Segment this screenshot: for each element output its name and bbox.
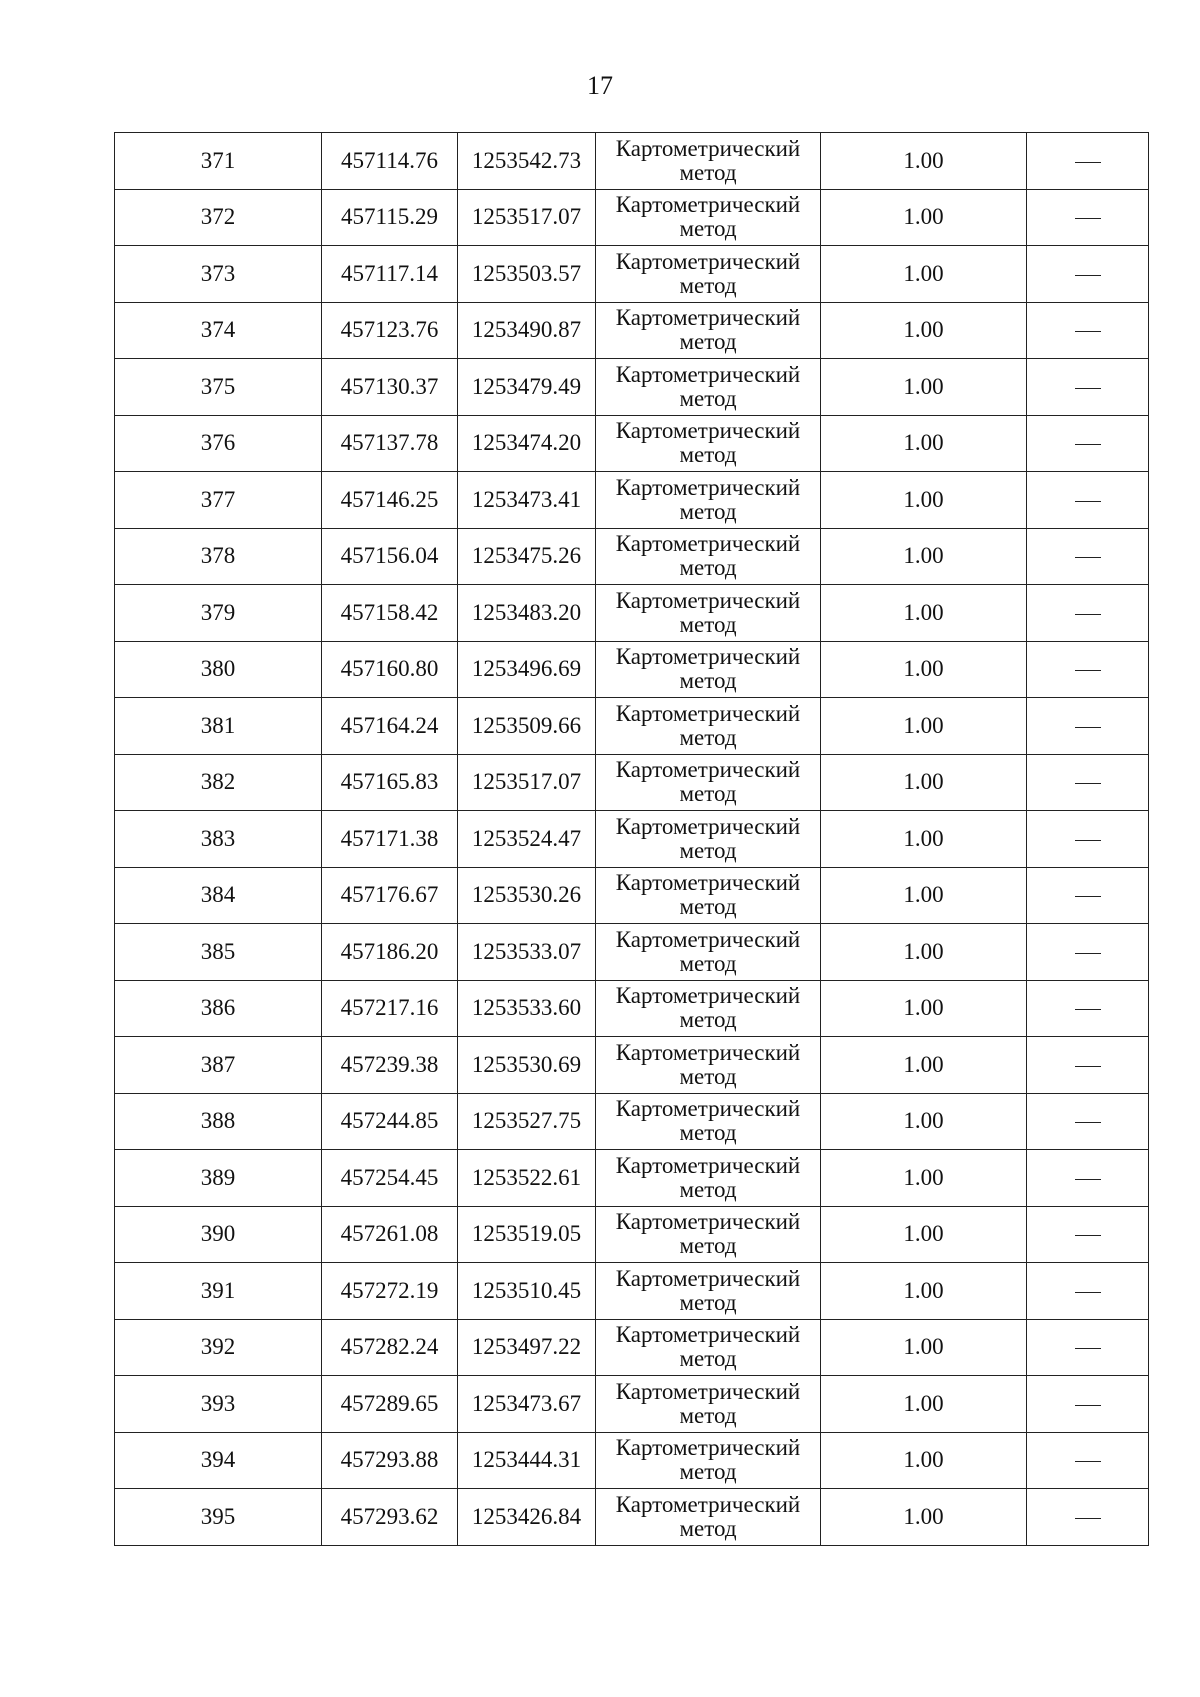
method-cell (596, 1319, 821, 1376)
point-number-cell: 376 (115, 415, 322, 472)
point-number-cell: 384 (115, 867, 322, 924)
coordinates-table (114, 132, 1149, 1546)
error-value-cell: 1.00 (821, 1150, 1027, 1207)
point-number-cell: 392 (115, 1319, 322, 1376)
point-number-cell: 383 (115, 811, 322, 868)
method-cell (596, 1432, 821, 1489)
table-row (115, 754, 1149, 811)
method-cell (596, 415, 821, 472)
dash-mark (1075, 783, 1101, 784)
y-coordinate-cell: 1253490.87 (458, 302, 596, 359)
method-cell (596, 528, 821, 585)
y-coordinate-cell: 1253510.45 (458, 1263, 596, 1320)
method-cell (596, 1489, 821, 1546)
method-text-line1: Картометрический (615, 135, 801, 161)
error-value-cell: 1.00 (821, 1093, 1027, 1150)
note-cell (1027, 1093, 1149, 1150)
method-text-line2: метод (679, 329, 737, 355)
dash-mark (1075, 614, 1101, 615)
x-coordinate-cell: 457254.45 (322, 1150, 458, 1207)
method-text-line1: Картометрический (615, 1491, 801, 1517)
dash-mark (1075, 727, 1101, 728)
x-coordinate-cell: 457117.14 (322, 246, 458, 303)
method-text-line2: метод (679, 272, 737, 298)
method-text-line2: метод (679, 1176, 737, 1202)
point-number-cell: 386 (115, 980, 322, 1037)
x-coordinate-cell: 457289.65 (322, 1376, 458, 1433)
method-text-line1: Картометрический (615, 1096, 801, 1122)
point-number-cell: 382 (115, 754, 322, 811)
method-cell (596, 1037, 821, 1094)
method-text-line2: метод (679, 781, 737, 807)
note-cell (1027, 924, 1149, 981)
dash-mark (1075, 1292, 1101, 1293)
point-number-cell: 385 (115, 924, 322, 981)
x-coordinate-cell: 457293.62 (322, 1489, 458, 1546)
note-cell (1027, 1319, 1149, 1376)
method-cell (596, 924, 821, 981)
note-cell (1027, 1432, 1149, 1489)
y-coordinate-cell: 1253475.26 (458, 528, 596, 585)
point-number-cell: 388 (115, 1093, 322, 1150)
table-row (115, 980, 1149, 1037)
method-text-line1: Картометрический (615, 757, 801, 783)
method-cell (596, 754, 821, 811)
y-coordinate-cell: 1253473.41 (458, 472, 596, 529)
note-cell (1027, 1206, 1149, 1263)
y-coordinate-cell: 1253524.47 (458, 811, 596, 868)
y-coordinate-cell: 1253533.60 (458, 980, 596, 1037)
y-coordinate-cell: 1253517.07 (458, 754, 596, 811)
note-cell (1027, 415, 1149, 472)
table-row (115, 641, 1149, 698)
method-cell (596, 1206, 821, 1263)
dash-mark (1075, 1122, 1101, 1123)
dash-mark (1075, 953, 1101, 954)
method-cell (596, 133, 821, 190)
error-value-cell: 1.00 (821, 585, 1027, 642)
x-coordinate-cell: 457114.76 (322, 133, 458, 190)
x-coordinate-cell: 457217.16 (322, 980, 458, 1037)
y-coordinate-cell: 1253496.69 (458, 641, 596, 698)
table-row (115, 1093, 1149, 1150)
x-coordinate-cell: 457171.38 (322, 811, 458, 868)
method-text-line2: метод (679, 1120, 737, 1146)
table-row (115, 1150, 1149, 1207)
method-text-line1: Картометрический (615, 1435, 801, 1461)
note-cell (1027, 1150, 1149, 1207)
y-coordinate-cell: 1253479.49 (458, 359, 596, 416)
method-text-line1: Картометрический (615, 474, 801, 500)
note-cell (1027, 359, 1149, 416)
method-cell (596, 811, 821, 868)
table-row (115, 811, 1149, 868)
y-coordinate-cell: 1253426.84 (458, 1489, 596, 1546)
method-text-line2: метод (679, 894, 737, 920)
point-number-cell: 387 (115, 1037, 322, 1094)
note-cell (1027, 302, 1149, 359)
method-text-line1: Картометрический (615, 1322, 801, 1348)
x-coordinate-cell: 457165.83 (322, 754, 458, 811)
x-coordinate-cell: 457239.38 (322, 1037, 458, 1094)
note-cell (1027, 528, 1149, 585)
dash-mark (1075, 218, 1101, 219)
x-coordinate-cell: 457244.85 (322, 1093, 458, 1150)
y-coordinate-cell: 1253509.66 (458, 698, 596, 755)
method-cell (596, 359, 821, 416)
method-cell (596, 585, 821, 642)
dash-mark (1075, 896, 1101, 897)
method-text-line2: метод (679, 555, 737, 581)
x-coordinate-cell: 457123.76 (322, 302, 458, 359)
method-cell (596, 980, 821, 1037)
note-cell (1027, 698, 1149, 755)
dash-mark (1075, 1179, 1101, 1180)
error-value-cell: 1.00 (821, 1319, 1027, 1376)
point-number-cell: 391 (115, 1263, 322, 1320)
x-coordinate-cell: 457146.25 (322, 472, 458, 529)
table-row (115, 359, 1149, 416)
point-number-cell: 389 (115, 1150, 322, 1207)
x-coordinate-cell: 457176.67 (322, 867, 458, 924)
table-row (115, 415, 1149, 472)
error-value-cell: 1.00 (821, 472, 1027, 529)
method-text-line1: Картометрический (615, 587, 801, 613)
method-text-line1: Картометрический (615, 644, 801, 670)
point-number-cell: 371 (115, 133, 322, 190)
dash-mark (1075, 670, 1101, 671)
method-text-line2: метод (679, 1515, 737, 1541)
table-row (115, 528, 1149, 585)
x-coordinate-cell: 457293.88 (322, 1432, 458, 1489)
point-number-cell: 372 (115, 189, 322, 246)
x-coordinate-cell: 457164.24 (322, 698, 458, 755)
y-coordinate-cell: 1253530.26 (458, 867, 596, 924)
method-text-line1: Картометрический (615, 361, 801, 387)
method-text-line2: метод (679, 442, 737, 468)
y-coordinate-cell: 1253517.07 (458, 189, 596, 246)
y-coordinate-cell: 1253533.07 (458, 924, 596, 981)
x-coordinate-cell: 457272.19 (322, 1263, 458, 1320)
note-cell (1027, 1376, 1149, 1433)
method-text-line1: Картометрический (615, 926, 801, 952)
note-cell (1027, 980, 1149, 1037)
table-row (115, 1206, 1149, 1263)
note-cell (1027, 1489, 1149, 1546)
method-text-line1: Картометрический (615, 1209, 801, 1235)
method-text-line2: метод (679, 611, 737, 637)
table-row (115, 698, 1149, 755)
note-cell (1027, 1263, 1149, 1320)
error-value-cell: 1.00 (821, 1489, 1027, 1546)
table-row (115, 585, 1149, 642)
dash-mark (1075, 1461, 1101, 1462)
error-value-cell: 1.00 (821, 302, 1027, 359)
point-number-cell: 379 (115, 585, 322, 642)
method-text-line2: метод (679, 950, 737, 976)
method-text-line2: метод (679, 1289, 737, 1315)
dash-mark (1075, 1066, 1101, 1067)
method-cell (596, 1263, 821, 1320)
error-value-cell: 1.00 (821, 867, 1027, 924)
y-coordinate-cell: 1253530.69 (458, 1037, 596, 1094)
dash-mark (1075, 1348, 1101, 1349)
method-text-line1: Картометрический (615, 983, 801, 1009)
dash-mark (1075, 1235, 1101, 1236)
table-row (115, 189, 1149, 246)
error-value-cell: 1.00 (821, 1037, 1027, 1094)
note-cell (1027, 754, 1149, 811)
dash-mark (1075, 501, 1101, 502)
error-value-cell: 1.00 (821, 1206, 1027, 1263)
note-cell (1027, 867, 1149, 924)
method-cell (596, 867, 821, 924)
method-text-line2: метод (679, 1007, 737, 1033)
dash-mark (1075, 388, 1101, 389)
y-coordinate-cell: 1253473.67 (458, 1376, 596, 1433)
x-coordinate-cell: 457160.80 (322, 641, 458, 698)
method-cell (596, 1093, 821, 1150)
method-text-line1: Картометрический (615, 700, 801, 726)
point-number-cell: 381 (115, 698, 322, 755)
point-number-cell: 395 (115, 1489, 322, 1546)
point-number-cell: 374 (115, 302, 322, 359)
note-cell (1027, 246, 1149, 303)
dash-mark (1075, 331, 1101, 332)
y-coordinate-cell: 1253503.57 (458, 246, 596, 303)
point-number-cell: 375 (115, 359, 322, 416)
x-coordinate-cell: 457282.24 (322, 1319, 458, 1376)
table-row (115, 867, 1149, 924)
method-cell (596, 472, 821, 529)
error-value-cell: 1.00 (821, 698, 1027, 755)
dash-mark (1075, 1518, 1101, 1519)
table-row (115, 302, 1149, 359)
method-text-line2: метод (679, 498, 737, 524)
dash-mark (1075, 275, 1101, 276)
y-coordinate-cell: 1253542.73 (458, 133, 596, 190)
table-row (115, 1037, 1149, 1094)
x-coordinate-cell: 457156.04 (322, 528, 458, 585)
point-number-cell: 394 (115, 1432, 322, 1489)
method-cell (596, 189, 821, 246)
error-value-cell: 1.00 (821, 924, 1027, 981)
method-text-line2: метод (679, 1346, 737, 1372)
error-value-cell: 1.00 (821, 980, 1027, 1037)
method-cell (596, 1150, 821, 1207)
table-row (115, 1263, 1149, 1320)
table-row (115, 924, 1149, 981)
note-cell (1027, 189, 1149, 246)
method-text-line2: метод (679, 159, 737, 185)
note-cell (1027, 811, 1149, 868)
method-text-line1: Картометрический (615, 248, 801, 274)
method-text-line2: метод (679, 385, 737, 411)
method-text-line1: Картометрический (615, 1378, 801, 1404)
y-coordinate-cell: 1253444.31 (458, 1432, 596, 1489)
point-number-cell: 390 (115, 1206, 322, 1263)
method-text-line2: метод (679, 724, 737, 750)
note-cell (1027, 585, 1149, 642)
point-number-cell: 380 (115, 641, 322, 698)
table-row (115, 1319, 1149, 1376)
dash-mark (1075, 1405, 1101, 1406)
error-value-cell: 1.00 (821, 1376, 1027, 1433)
method-text-line1: Картометрический (615, 1039, 801, 1065)
table-row (115, 246, 1149, 303)
dash-mark (1075, 1009, 1101, 1010)
method-text-line2: метод (679, 668, 737, 694)
x-coordinate-cell: 457137.78 (322, 415, 458, 472)
method-text-line2: метод (679, 1063, 737, 1089)
method-text-line2: метод (679, 1233, 737, 1259)
page-number: 17 (587, 71, 613, 100)
method-text-line1: Картометрический (615, 1265, 801, 1291)
x-coordinate-cell: 457130.37 (322, 359, 458, 416)
error-value-cell: 1.00 (821, 246, 1027, 303)
x-coordinate-cell: 457115.29 (322, 189, 458, 246)
point-number-cell: 393 (115, 1376, 322, 1433)
method-text-line1: Картометрический (615, 1152, 801, 1178)
error-value-cell: 1.00 (821, 1432, 1027, 1489)
y-coordinate-cell: 1253527.75 (458, 1093, 596, 1150)
error-value-cell: 1.00 (821, 133, 1027, 190)
table-row (115, 1432, 1149, 1489)
dash-mark (1075, 162, 1101, 163)
method-text-line1: Картометрический (615, 870, 801, 896)
x-coordinate-cell: 457158.42 (322, 585, 458, 642)
method-cell (596, 641, 821, 698)
error-value-cell: 1.00 (821, 1263, 1027, 1320)
table-row (115, 1376, 1149, 1433)
dash-mark (1075, 444, 1101, 445)
error-value-cell: 1.00 (821, 359, 1027, 416)
method-text-line2: метод (679, 837, 737, 863)
point-number-cell: 373 (115, 246, 322, 303)
table-row (115, 472, 1149, 529)
error-value-cell: 1.00 (821, 189, 1027, 246)
y-coordinate-cell: 1253474.20 (458, 415, 596, 472)
y-coordinate-cell: 1253497.22 (458, 1319, 596, 1376)
dash-mark (1075, 557, 1101, 558)
note-cell (1027, 133, 1149, 190)
point-number-cell: 378 (115, 528, 322, 585)
note-cell (1027, 641, 1149, 698)
error-value-cell: 1.00 (821, 641, 1027, 698)
y-coordinate-cell: 1253522.61 (458, 1150, 596, 1207)
error-value-cell: 1.00 (821, 754, 1027, 811)
note-cell (1027, 1037, 1149, 1094)
method-cell (596, 1376, 821, 1433)
method-text-line1: Картометрический (615, 531, 801, 557)
dash-mark (1075, 840, 1101, 841)
error-value-cell: 1.00 (821, 528, 1027, 585)
method-cell (596, 698, 821, 755)
method-text-line1: Картометрический (615, 418, 801, 444)
error-value-cell: 1.00 (821, 811, 1027, 868)
method-text-line1: Картометрический (615, 813, 801, 839)
error-value-cell: 1.00 (821, 415, 1027, 472)
method-text-line2: метод (679, 1459, 737, 1485)
method-cell (596, 246, 821, 303)
x-coordinate-cell: 457186.20 (322, 924, 458, 981)
y-coordinate-cell: 1253519.05 (458, 1206, 596, 1263)
table-row (115, 1489, 1149, 1546)
y-coordinate-cell: 1253483.20 (458, 585, 596, 642)
table-body (115, 133, 1149, 1546)
method-cell (596, 302, 821, 359)
note-cell (1027, 472, 1149, 529)
method-text-line1: Картометрический (615, 192, 801, 218)
table-row (115, 133, 1149, 190)
x-coordinate-cell: 457261.08 (322, 1206, 458, 1263)
method-text-line2: метод (679, 216, 737, 242)
method-text-line2: метод (679, 1402, 737, 1428)
method-text-line1: Картометрический (615, 305, 801, 331)
point-number-cell: 377 (115, 472, 322, 529)
